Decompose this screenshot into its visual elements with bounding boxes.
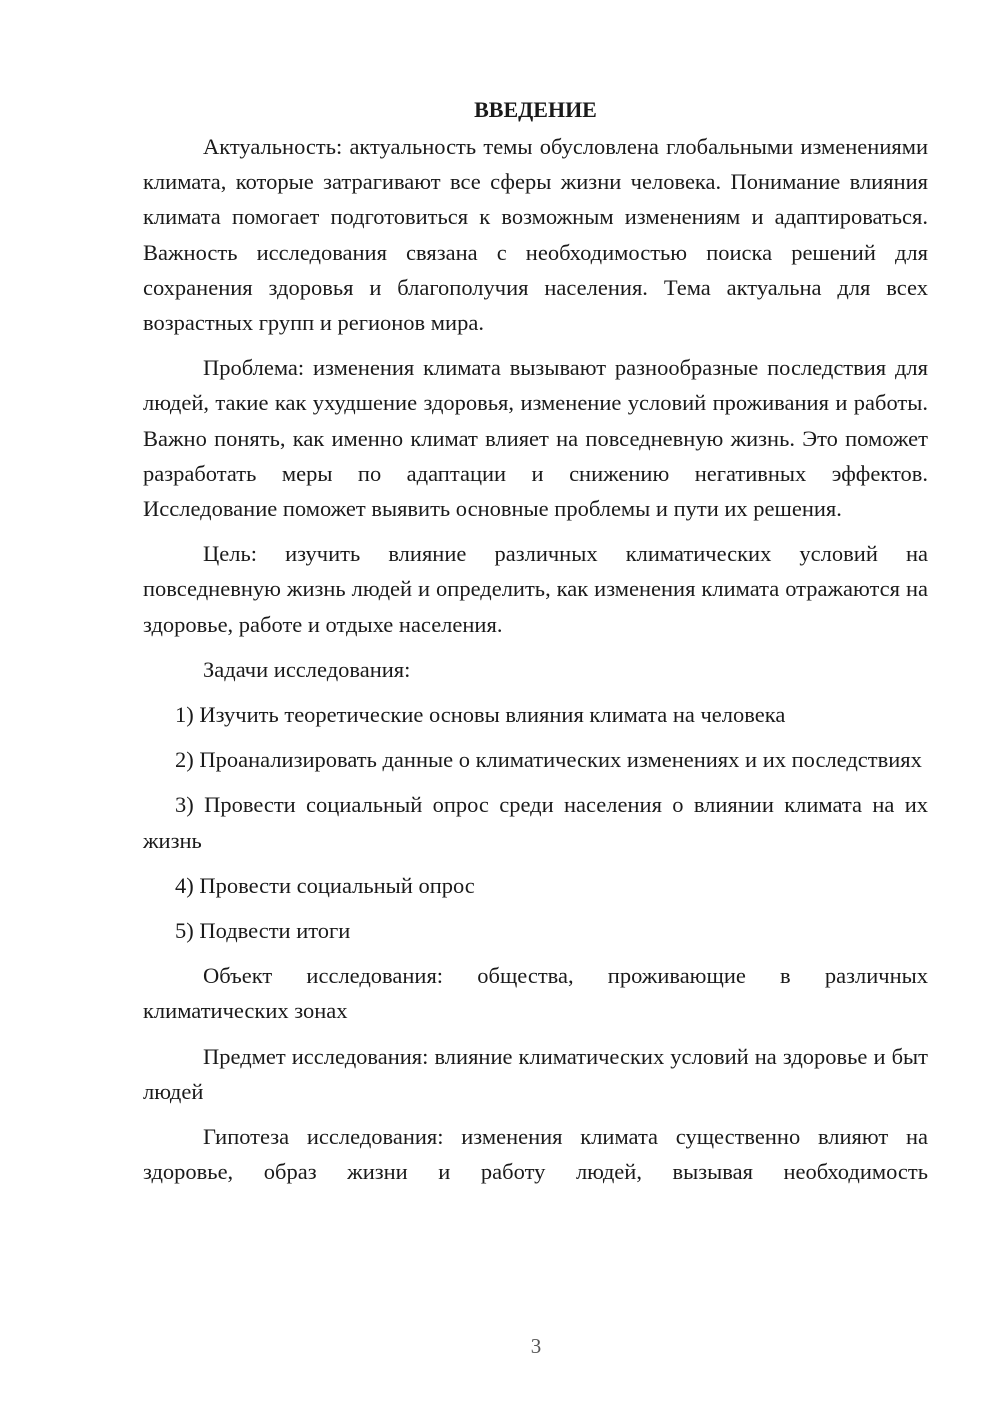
relevance-paragraph: Актуальность: актуальность темы обусловлена глобальными изменениями климата, которые затрагивают все сферы жизни человека. Понимание влияния климата помогает подготовиться к возможным изменениям и адаптироваться. Важность исследования связана с необходимостью поиска решений для сохранения здоровья и благополучия населения. Тема актуальна для всех возрастных групп и регионов мира. [143,134,928,336]
goal-paragraph: Цель: изучить влияние различных климатических условий на повседневную жизнь людей и определить, как изменения климата отражаются на здоровье, работе и отдыхе населения. [143,541,928,637]
task-item-5: 5) Подвести итоги [175,918,351,944]
subject-paragraph: Предмет исследования: влияние климатических условий на здоровье и быт людей [143,1043,928,1104]
tasks-heading: Задачи исследования: [203,656,411,682]
page-content [143,92,928,1199]
task-item-4: 4) Провести социальный опрос [175,872,475,898]
task-item-2: 2) Проанализировать данные о климатических изменениях и их последствиях [175,747,922,773]
object-paragraph: Объект исследования: общества, проживающие в различных климатических зонах [143,963,928,1024]
section-title: ВВЕДЕНИЕ [474,97,597,122]
hypothesis-paragraph: Гипотеза исследования: изменения климата существенно влияют на здоровье, образ жизни и работу людей, вызывая необходимость [143,1124,928,1185]
task-item-1: 1) Изучить теоретические основы влияния климата на человека [175,702,786,728]
problem-paragraph: Проблема: изменения климата вызывают разнообразные последствия для людей, такие как ухудшение здоровья, изменение условий проживания и работы. Важно понять, как именно климат влияет на повседневную жизнь. Это поможет разработать меры по адаптации и снижению негативных эффектов. Исследование поможет выявить основные проблемы и пути их решения. [143,355,928,522]
task-item-3: 3) Провести социальный опрос среди населения о влиянии климата на их жизнь [143,792,928,853]
page-number: 3 [530,1334,542,1358]
